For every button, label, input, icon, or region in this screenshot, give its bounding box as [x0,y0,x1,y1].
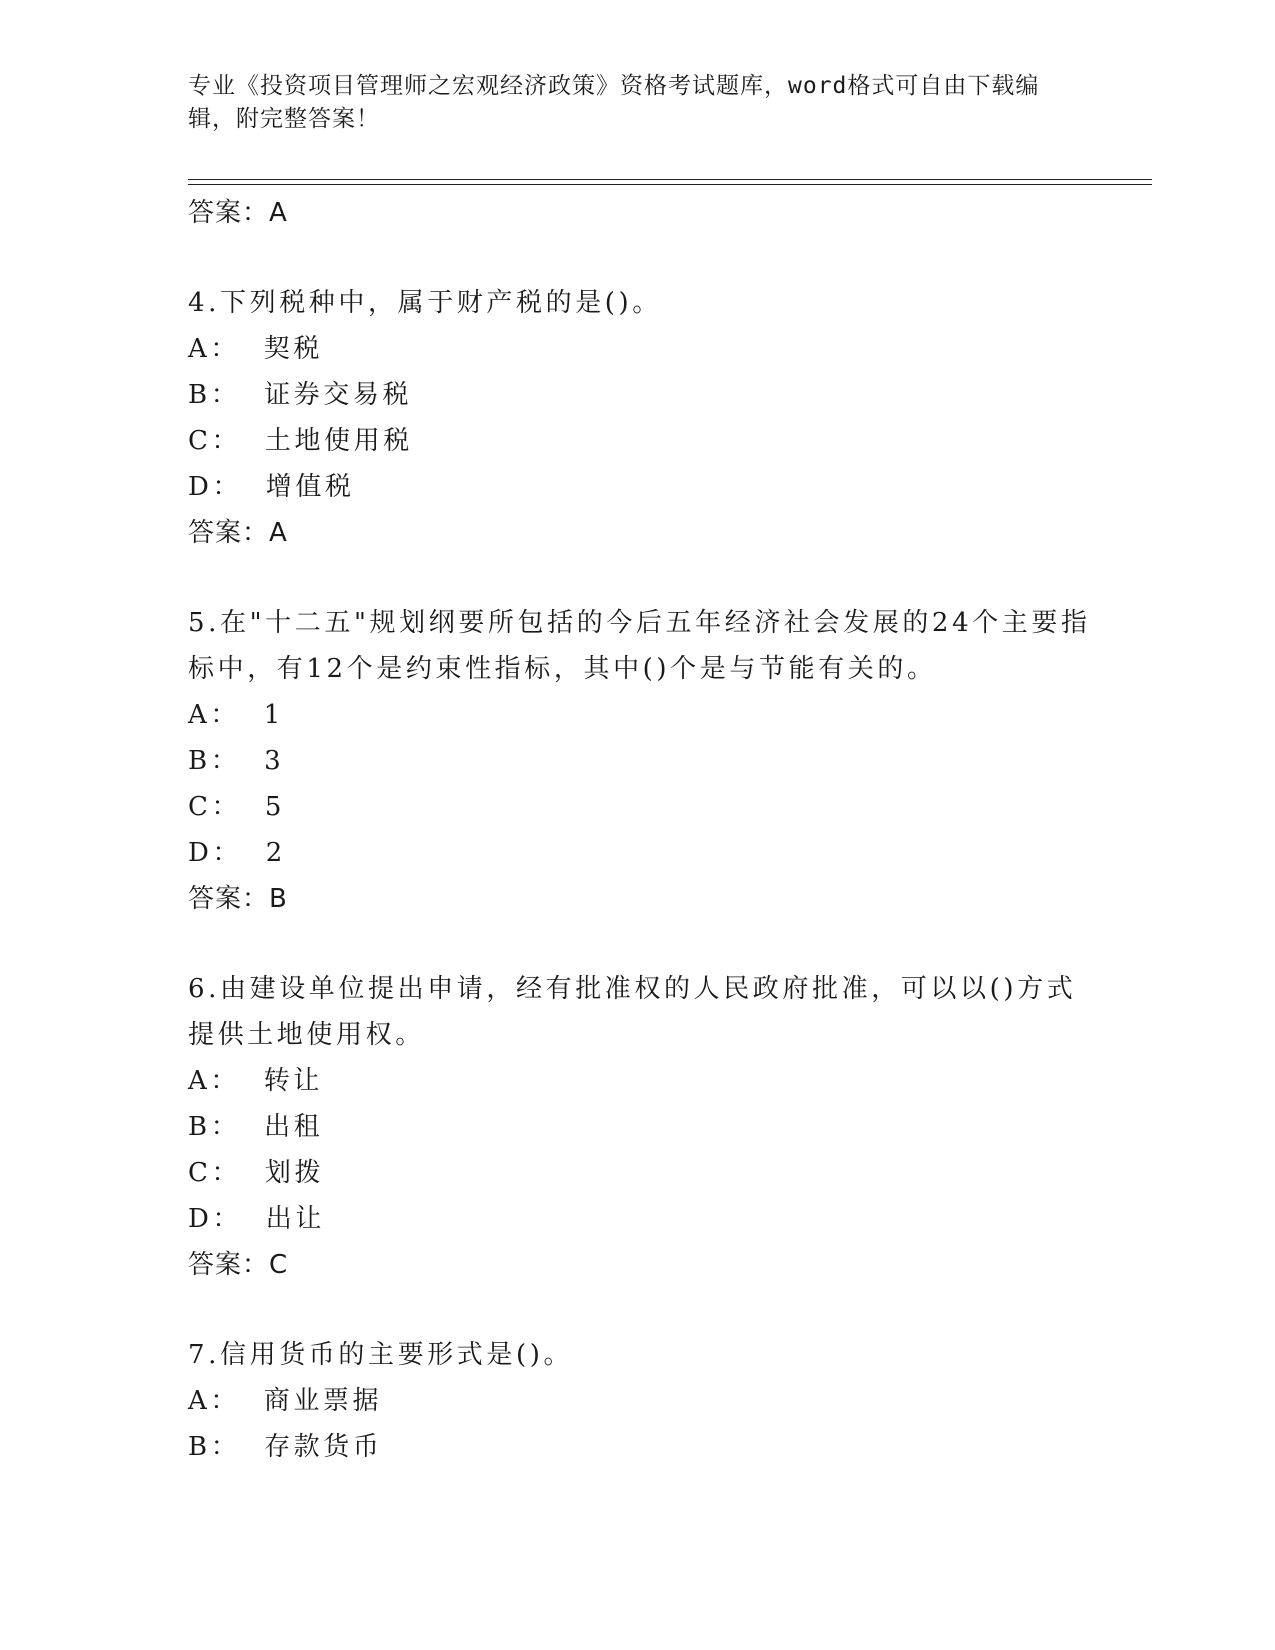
question-item [188,280,1108,556]
answer-line: 答案：A [188,518,288,548]
option-text: 转让 [263,1066,323,1096]
option-b: B： 3 [188,746,285,776]
option-d: D： 出让 [188,1204,325,1234]
option-c: C： 划拨 [188,1158,325,1188]
option-d: D： 2 [188,838,286,868]
option-text: 土地使用税 [264,426,413,456]
question-item [188,966,1108,1288]
option-key: D [188,1204,213,1234]
option-c: C： 土地使用税 [188,426,413,456]
option-text: 出租 [264,1112,324,1142]
answer-line: 答案：C [188,1250,289,1280]
option-key: B [188,746,211,776]
option-text: 商业票据 [263,1386,383,1416]
option-key: B [188,380,211,410]
option-key: C [188,792,212,822]
option-key: C [188,1158,212,1188]
option-text: 划拨 [264,1158,325,1188]
option-text: 契税 [263,334,323,364]
option-key: A [188,334,211,364]
answer-line: 答案：A [188,198,288,228]
option-text: 3 [264,746,285,776]
option-key: A [188,1386,211,1416]
option-key: B [188,1112,211,1142]
option-a: A： 转让 [188,1066,323,1096]
option-key: C [188,426,212,456]
option-b: B： 存款货币 [188,1432,383,1462]
header-line-1: 专业《投资项目管理师之宏观经济政策》资格考试题库，word格式可自由下载编 [188,73,1040,99]
option-a: A： 契税 [188,334,323,364]
question-list [188,185,1108,1470]
option-key: A [188,700,211,730]
option-d: D： 增值税 [188,472,355,502]
question-text: 5.在"十二五"规划纲要所包括的今后五年经济社会发展的24个主要指 [188,608,1091,638]
option-b: B： 出租 [188,1112,324,1142]
header-line-2: 辑，附完整答案！ [188,106,380,132]
option-text: 增值税 [265,472,355,502]
question-text: 7.信用货币的主要形式是()。 [188,1340,574,1370]
question-text: 6.由建设单位提出申请，经有批准权的人民政府批准，可以以()方式 [188,974,1077,1004]
option-text: 证券交易税 [264,380,413,410]
option-key: D [188,472,213,502]
option-text: 5 [264,792,285,822]
header-divider-top [188,179,1152,180]
option-text: 出让 [265,1204,325,1234]
option-a: A： 1 [188,700,284,730]
option-key: A [188,1066,211,1096]
answer-line: 答案：B [188,884,288,914]
option-c: C： 5 [188,792,285,822]
question-text: 标中，有12个是约束性指标，其中()个是与节能有关的。 [188,654,937,684]
option-text: 1 [263,700,284,730]
option-key: B [188,1432,211,1462]
document-header [188,70,1088,136]
question-text: 4.下列税种中，属于财产税的是()。 [188,288,662,318]
option-text: 2 [265,838,286,868]
option-a: A： 商业票据 [188,1386,383,1416]
option-key: D [188,838,213,868]
option-b: B： 证券交易税 [188,380,413,410]
option-text: 存款货币 [264,1432,383,1462]
question-item [188,1332,1108,1470]
question-item [188,600,1108,922]
question-text: 提供土地使用权。 [188,1020,425,1050]
